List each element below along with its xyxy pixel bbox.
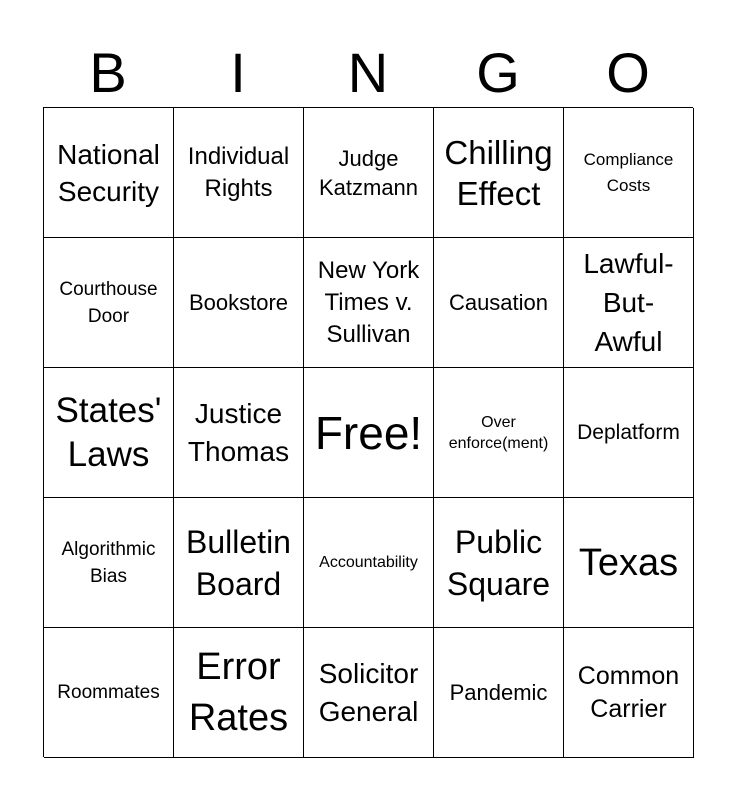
bingo-cell[interactable]: [44, 368, 174, 498]
free-space[interactable]: [304, 368, 434, 498]
bingo-cell[interactable]: [434, 628, 564, 758]
bingo-cell[interactable]: [174, 368, 304, 498]
cell-label: Causation: [448, 289, 549, 315]
bingo-cell[interactable]: [304, 628, 434, 758]
bingo-cell[interactable]: [44, 628, 174, 758]
cell-label: Roommates: [57, 681, 160, 703]
bingo-cell[interactable]: [304, 108, 434, 238]
bingo-cell[interactable]: [564, 108, 694, 238]
cell-label: Free!: [314, 406, 423, 459]
bingo-cell[interactable]: [44, 498, 174, 628]
cell-label: New York Times v. Sullivan: [317, 256, 420, 348]
cell-label: Pandemic: [449, 679, 548, 705]
bingo-cell[interactable]: [564, 628, 694, 758]
bingo-cell[interactable]: [434, 498, 564, 628]
cell-label: Bulletin Board: [186, 523, 291, 602]
bingo-cell[interactable]: [304, 238, 434, 368]
bingo-cell[interactable]: [564, 498, 694, 628]
cell-label: Courthouse Door: [59, 278, 158, 327]
cell-label: Algorithmic Bias: [61, 538, 156, 587]
bingo-cell[interactable]: [174, 498, 304, 628]
cell-label: Compliance Costs: [583, 149, 674, 195]
cell-label: Judge Katzmann: [318, 145, 419, 200]
header-letter-b: B: [89, 41, 127, 104]
bingo-cell[interactable]: [174, 628, 304, 758]
cell-label: Justice Thomas: [187, 397, 290, 467]
bingo-cell[interactable]: [434, 368, 564, 498]
cell-label: Public Square: [446, 523, 551, 602]
cell-label: Individual Rights: [187, 142, 290, 202]
header-letter-g: G: [476, 41, 520, 104]
bingo-cell[interactable]: [434, 238, 564, 368]
cell-label: Error Rates: [188, 645, 289, 739]
bingo-board: [43, 107, 693, 757]
cell-label: Common Carrier: [577, 661, 680, 723]
cell-label: States' Laws: [55, 390, 162, 474]
cell-label: Lawful- But- Awful: [583, 248, 674, 357]
cell-label: Chilling Effect: [444, 133, 553, 212]
bingo-cell[interactable]: [44, 238, 174, 368]
bingo-cell[interactable]: [304, 498, 434, 628]
bingo-cell[interactable]: [174, 108, 304, 238]
cell-label: Over enforce(ment): [448, 413, 549, 452]
cell-label: Texas: [578, 541, 679, 584]
bingo-cell[interactable]: [564, 368, 694, 498]
bingo-cell[interactable]: [564, 238, 694, 368]
cell-label: Deplatform: [577, 420, 680, 444]
bingo-cell[interactable]: [434, 108, 564, 238]
bingo-cell[interactable]: [174, 238, 304, 368]
cell-label: Bookstore: [188, 289, 289, 315]
bingo-header: [43, 42, 693, 104]
cell-label: Accountability: [319, 553, 418, 571]
header-letter-i: I: [230, 41, 246, 104]
bingo-cell[interactable]: [44, 108, 174, 238]
header-letter-n: N: [347, 41, 389, 104]
header-letter-o: O: [606, 41, 650, 104]
cell-label: National Security: [57, 138, 160, 207]
cell-label: Solicitor General: [318, 657, 419, 727]
